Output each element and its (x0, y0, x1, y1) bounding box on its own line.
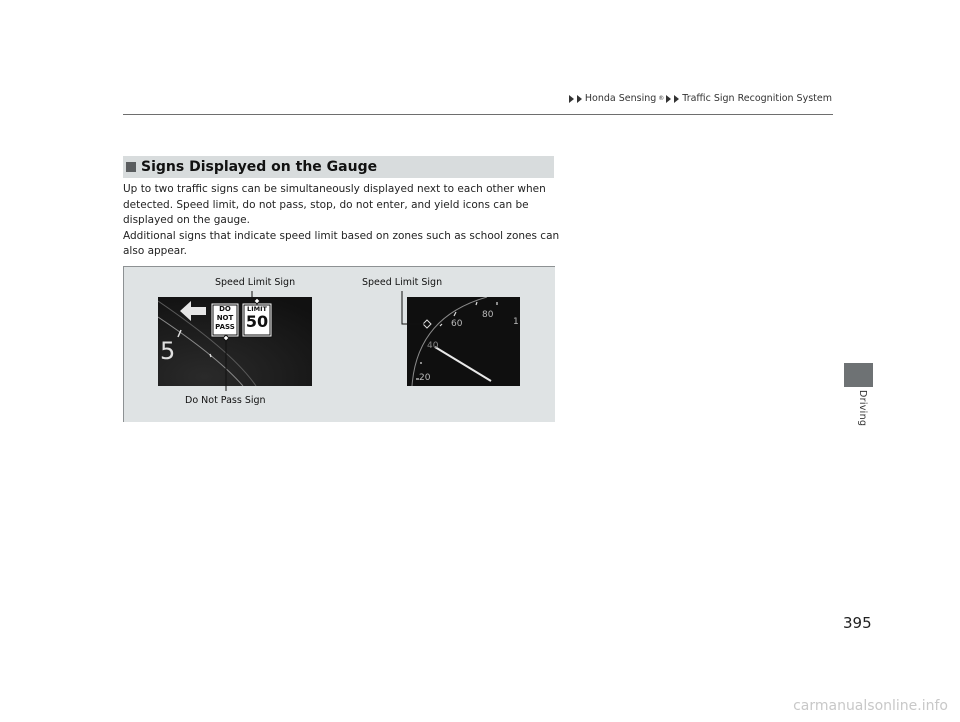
speed-limit-label-right: Speed Limit Sign (362, 277, 443, 288)
breadcrumb-arrow-icon (674, 95, 679, 103)
gauge-number-60: 60 (451, 319, 463, 329)
speed-limit-value: 50 (245, 312, 269, 331)
speed-limit-label-left: Speed Limit Sign (215, 277, 296, 288)
page-number: 395 (843, 614, 872, 632)
gauge-number-20: 20 (419, 373, 431, 383)
leader-lines (124, 267, 555, 422)
breadcrumb-arrow-icon (577, 95, 582, 103)
breadcrumb-item-traffic-sign[interactable]: Traffic Sign Recognition System (682, 93, 832, 104)
gauge-digit: 5 (160, 337, 176, 365)
breadcrumb (569, 93, 832, 104)
breadcrumb-item-honda-sensing[interactable]: Honda Sensing (584, 93, 657, 104)
do-not-pass-line: PASS (215, 323, 235, 331)
registered-mark: ® (658, 95, 665, 102)
section-header (123, 156, 554, 178)
do-not-pass-line: DO (219, 305, 231, 313)
breadcrumb-arrow-icon (569, 95, 574, 103)
chapter-tab[interactable] (844, 363, 873, 387)
gauge-number-40: 40 (427, 341, 439, 351)
figure-panel (123, 266, 555, 422)
do-not-pass-line: NOT (216, 314, 234, 322)
chapter-label: Driving (857, 390, 868, 427)
body-paragraph: Additional signs that indicate speed limit based on zones such as school zones can also appear. (123, 229, 560, 257)
body-paragraph: Up to two traffic signs can be simultaneously displayed next to each other when detected. Speed limit, do not pass, stop, do not enter, and yield icons can be displayed on the gauge. (123, 183, 546, 226)
gauge-number-80: 80 (482, 310, 494, 320)
breadcrumb-arrow-icon (666, 95, 671, 103)
watermark: carmanualsonline.info (793, 698, 948, 714)
speed-limit-header: LIMIT (247, 305, 267, 313)
section-title: Signs Displayed on the Gauge (141, 159, 378, 175)
do-not-pass-label: Do Not Pass Sign (185, 395, 266, 406)
header-divider (123, 114, 833, 115)
section-bullet-icon (126, 162, 136, 172)
gauge-number-100: 1 (513, 317, 519, 327)
body-text (123, 182, 563, 260)
